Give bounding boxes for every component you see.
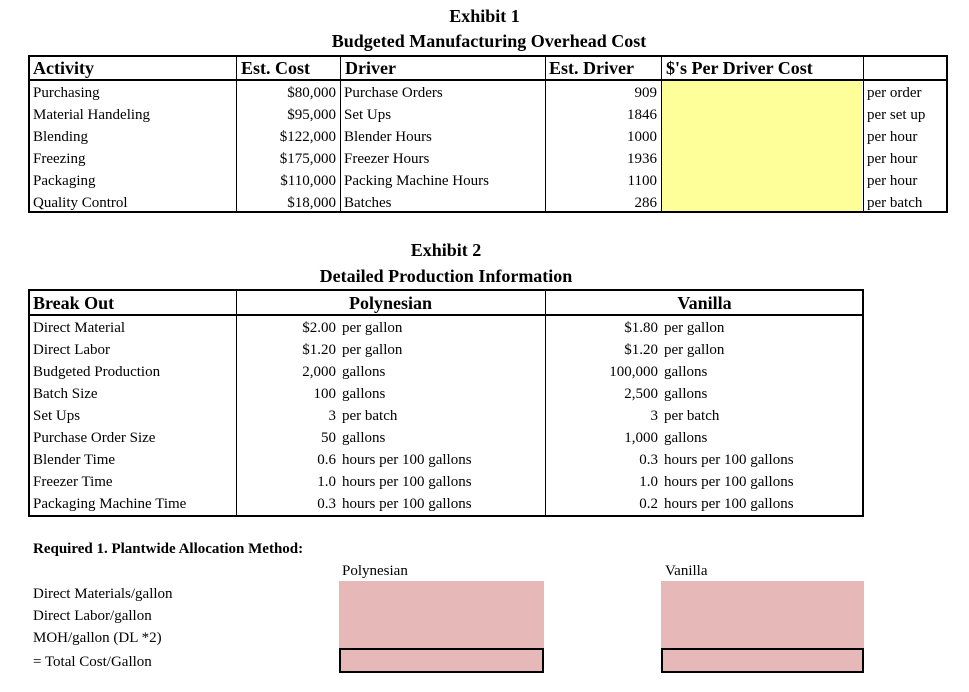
est-driver-value: 1000	[627, 129, 657, 145]
est-cost-value: $80,000	[287, 85, 336, 101]
exhibit1-subtitle: Budgeted Manufacturing Overhead Cost	[331, 31, 647, 51]
poly-value: 0.6	[317, 452, 336, 468]
poly-value: 100	[313, 386, 336, 402]
est-driver-value: 1936	[627, 151, 657, 167]
activity-label: Purchasing	[33, 85, 100, 101]
driver-label: Batches	[344, 195, 392, 211]
activity-label: Freezing	[33, 151, 86, 167]
est-driver-value: 909	[634, 85, 657, 101]
break-out-label: Purchase Order Size	[33, 430, 156, 446]
header-est-driver: Est. Driver	[549, 58, 634, 78]
required1-row-direct-materials: Direct Materials/gallon	[33, 586, 173, 602]
unit-label: per hour	[867, 129, 918, 145]
header-driver: Driver	[345, 58, 396, 78]
driver-label: Freezer Hours	[344, 151, 430, 167]
required1-col-vanilla: Vanilla	[665, 563, 708, 579]
poly-unit: hours per 100 gallons	[342, 452, 472, 468]
vanilla-unit: per batch	[664, 408, 720, 424]
poly-unit: per gallon	[342, 342, 403, 358]
activity-label: Quality Control	[33, 195, 128, 211]
est-driver-value: 1100	[627, 173, 657, 189]
est-cost-value: $175,000	[279, 151, 336, 167]
poly-unit: per gallon	[342, 320, 403, 336]
required1-row-direct-labor: Direct Labor/gallon	[33, 608, 152, 624]
activity-label: Packaging	[33, 173, 96, 189]
break-out-label: Freezer Time	[33, 474, 113, 490]
est-cost-value: $110,000	[280, 173, 336, 189]
vanilla-value: 3	[650, 408, 658, 424]
vanilla-unit: hours per 100 gallons	[664, 452, 794, 468]
est-cost-value: $122,000	[279, 129, 336, 145]
header-est-cost: Est. Cost	[241, 58, 311, 78]
poly-unit: hours per 100 gallons	[342, 474, 472, 490]
vanilla-value: 0.3	[639, 452, 658, 468]
vanilla-unit: gallons	[664, 430, 708, 446]
break-out-label: Blender Time	[33, 452, 116, 468]
est-cost-value: $95,000	[287, 107, 336, 123]
vanilla-total-cell[interactable]	[661, 648, 864, 673]
poly-unit: gallons	[342, 386, 386, 402]
poly-unit: gallons	[342, 430, 386, 446]
poly-value: 0.3	[317, 496, 336, 512]
header-activity: Activity	[33, 58, 94, 78]
header-per-driver-cost: $'s Per Driver Cost	[666, 58, 813, 78]
est-cost-value: $18,000	[287, 195, 336, 211]
header-vanilla: Vanilla	[677, 293, 732, 313]
vanilla-value: 100,000	[609, 364, 658, 380]
break-out-label: Batch Size	[33, 386, 98, 402]
poly-value: 3	[328, 408, 336, 424]
poly-unit: gallons	[342, 364, 386, 380]
driver-label: Packing Machine Hours	[344, 173, 489, 189]
driver-label: Set Ups	[344, 107, 392, 123]
required1-title: Required 1. Plantwide Allocation Method:	[33, 541, 304, 557]
poly-value: $2.00	[302, 320, 336, 336]
polynesian-total-cell[interactable]	[339, 648, 544, 673]
exhibit1-title: Exhibit 1	[449, 6, 520, 26]
unit-label: per set up	[867, 107, 926, 123]
vanilla-value: $1.80	[624, 320, 658, 336]
vanilla-unit: hours per 100 gallons	[664, 474, 794, 490]
header-polynesian: Polynesian	[348, 293, 432, 313]
break-out-label: Packaging Machine Time	[33, 496, 187, 512]
vanilla-unit: gallons	[664, 386, 708, 402]
unit-label: per hour	[867, 151, 918, 167]
break-out-label: Budgeted Production	[33, 364, 161, 380]
required1-row-moh: MOH/gallon (DL *2)	[33, 630, 162, 646]
est-driver-value: 286	[634, 195, 657, 211]
driver-label: Purchase Orders	[344, 85, 443, 101]
unit-label: per hour	[867, 173, 918, 189]
poly-unit: per batch	[342, 408, 398, 424]
required1-col-polynesian: Polynesian	[342, 563, 408, 579]
poly-unit: hours per 100 gallons	[342, 496, 472, 512]
vanilla-unit: gallons	[664, 364, 708, 380]
vanilla-value: 0.2	[639, 496, 658, 512]
est-driver-value: 1846	[627, 107, 657, 123]
unit-label: per batch	[867, 195, 923, 211]
driver-label: Blender Hours	[344, 129, 432, 145]
vanilla-unit: per gallon	[664, 342, 725, 358]
required1-row-total: = Total Cost/Gallon	[33, 654, 152, 670]
activity-label: Material Handeling	[33, 107, 151, 123]
break-out-label: Direct Labor	[33, 342, 111, 358]
activity-label: Blending	[33, 129, 88, 145]
unit-label: per order	[867, 85, 922, 101]
vanilla-unit: hours per 100 gallons	[664, 496, 794, 512]
vanilla-value: 1,000	[624, 430, 658, 446]
vanilla-value: 2,500	[624, 386, 658, 402]
vanilla-value: 1.0	[639, 474, 658, 490]
poly-value: 2,000	[302, 364, 336, 380]
vanilla-unit: per gallon	[664, 320, 725, 336]
break-out-label: Set Ups	[33, 408, 81, 424]
poly-value: 1.0	[317, 474, 336, 490]
break-out-label: Direct Material	[33, 320, 126, 336]
exhibit2-subtitle: Detailed Production Information	[319, 266, 573, 286]
vanilla-value: $1.20	[624, 342, 658, 358]
exhibit2-title: Exhibit 2	[410, 240, 482, 260]
poly-value: $1.20	[302, 342, 336, 358]
poly-value: 50	[321, 430, 336, 446]
header-break-out: Break Out	[33, 293, 115, 313]
